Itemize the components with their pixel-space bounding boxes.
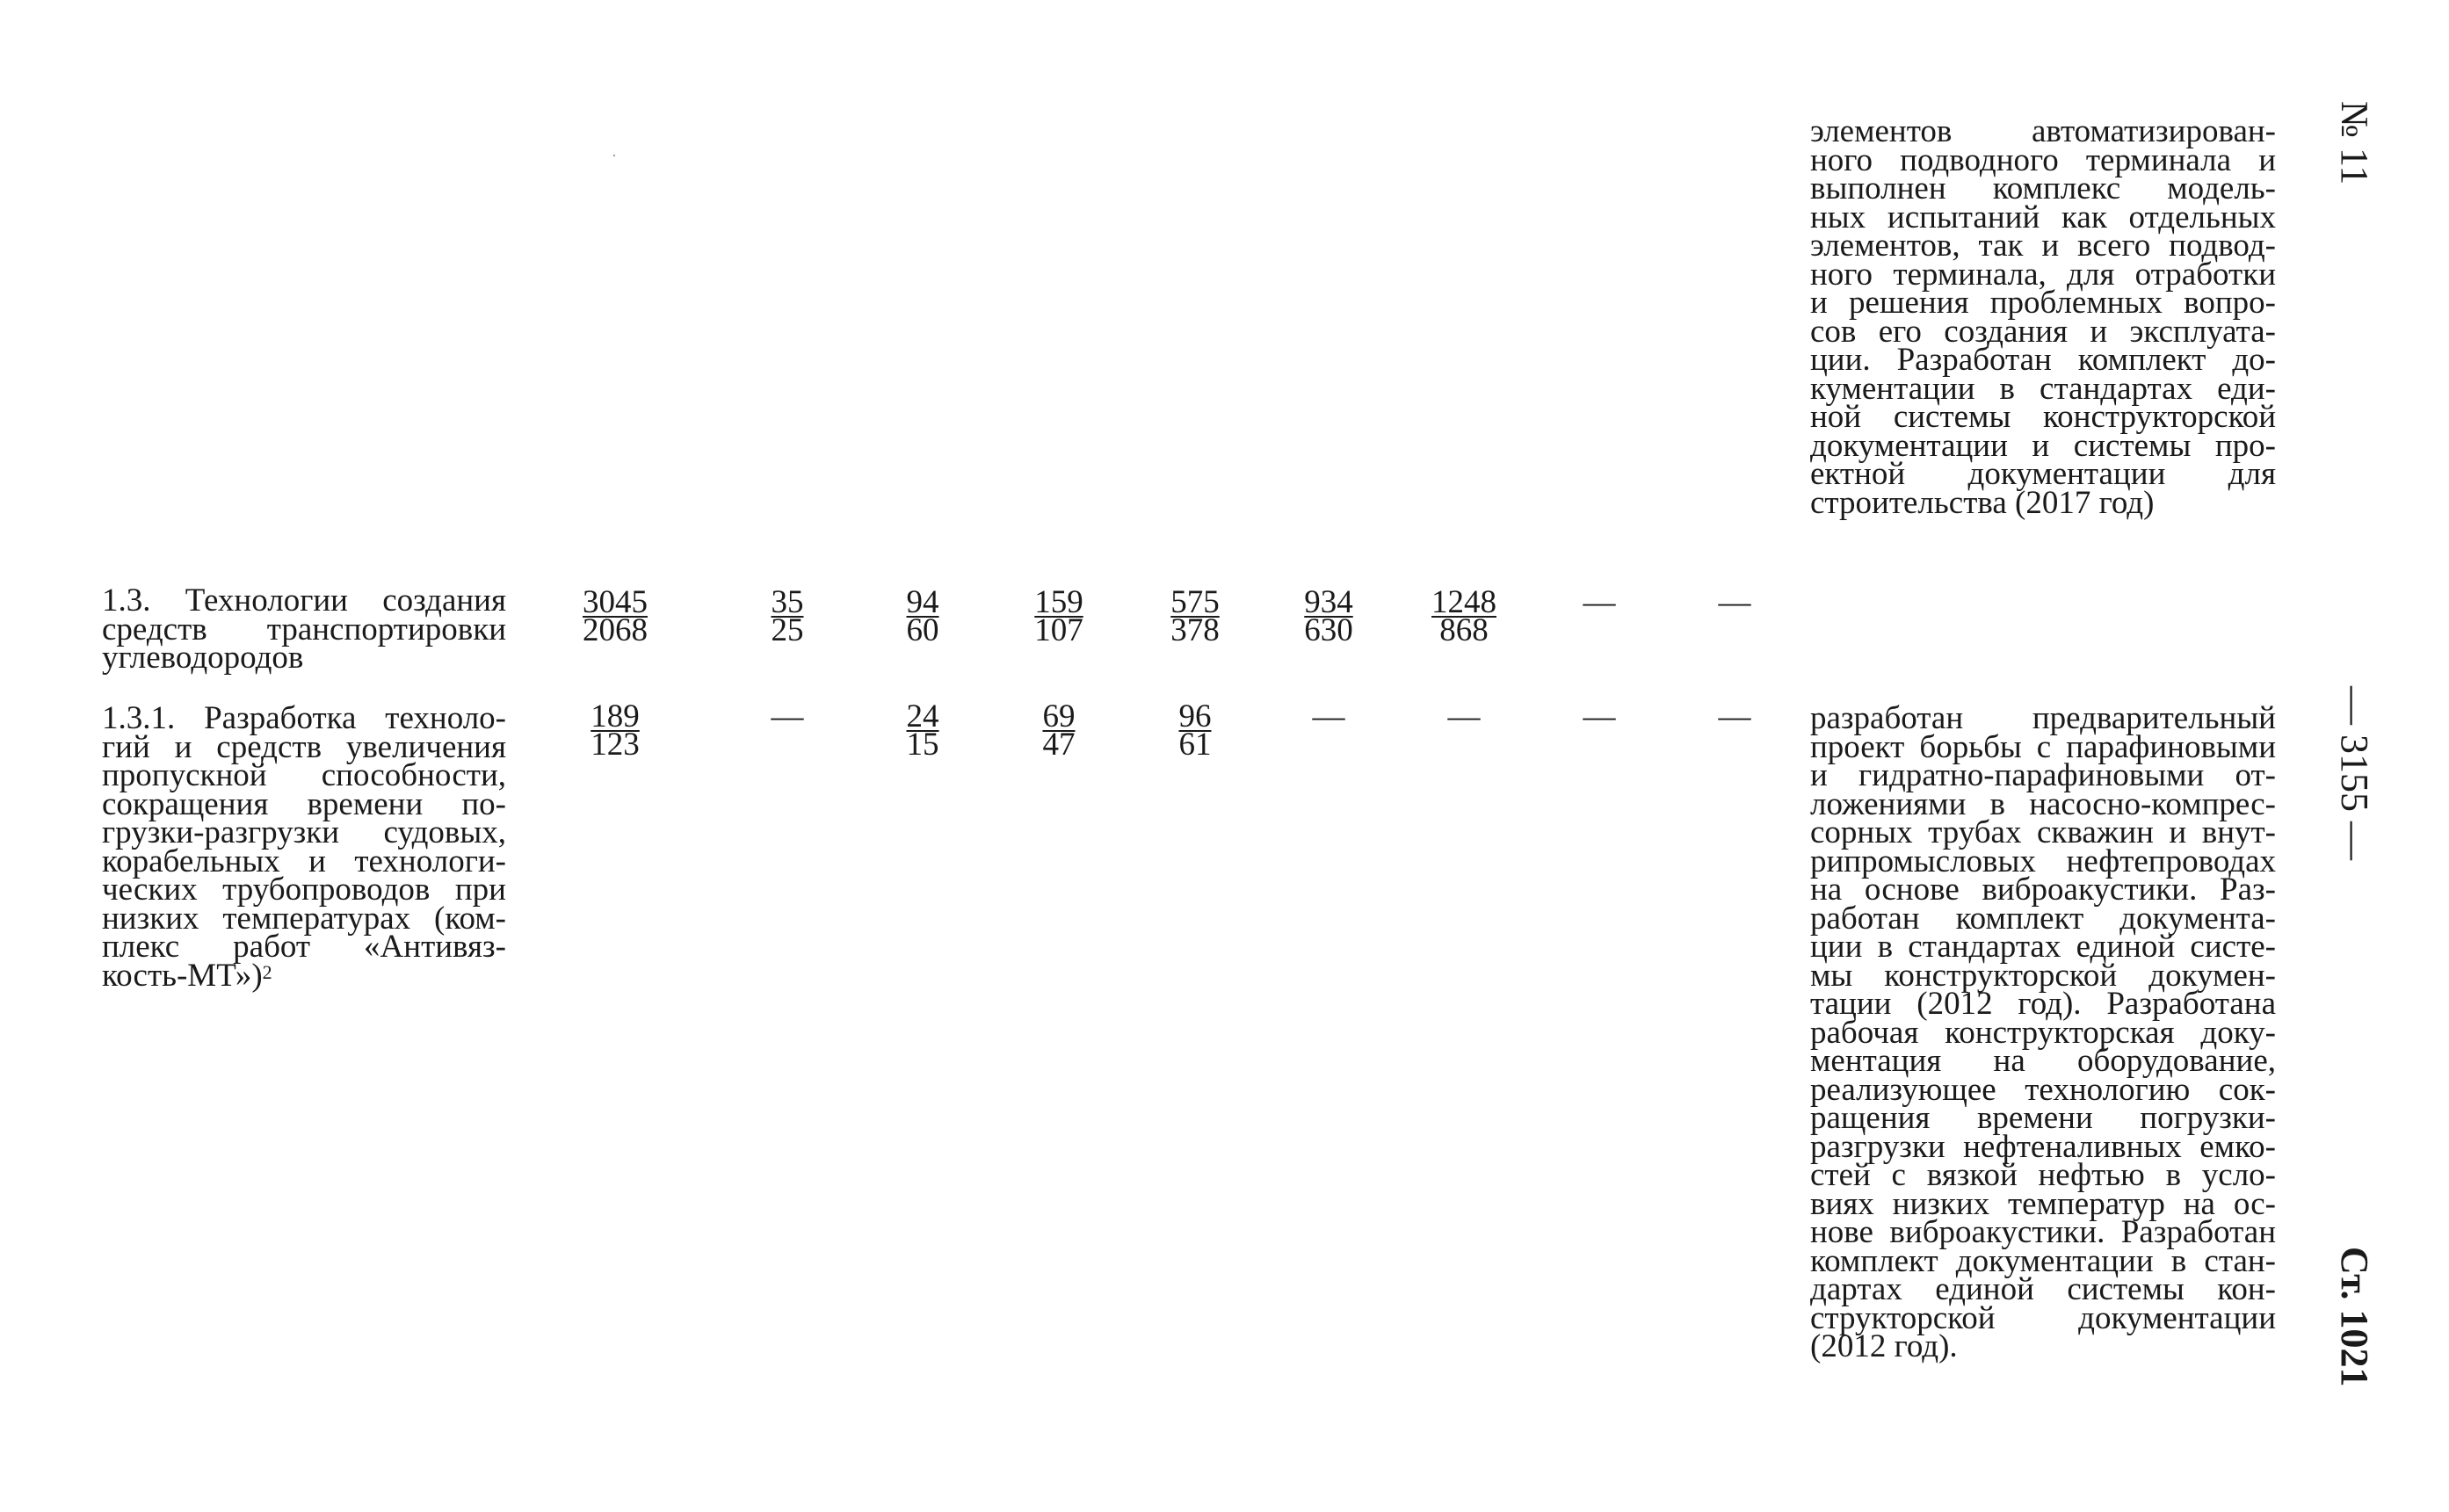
table-cell — [743, 584, 831, 648]
text-line: сов его создания и эксплуата- — [1810, 313, 2276, 350]
text-line: документации и системы про- — [1810, 427, 2276, 464]
row-label-1-3 — [102, 582, 506, 676]
cell-dash: — — [771, 698, 804, 734]
text-line: мы конструкторской докумен- — [1810, 957, 2276, 994]
text-line: разгрузки нефтеналивных емко- — [1810, 1128, 2276, 1165]
text-line: виях низких температур на ос- — [1810, 1185, 2276, 1222]
article-number: Ст. 1021 — [2333, 1247, 2376, 1387]
text-line: ментация на оборудование, — [1810, 1043, 2276, 1079]
text-line: структорской документации — [1810, 1299, 2276, 1336]
text-line: разработан предварительный — [1810, 700, 2276, 736]
cell-denominator: 107 — [1034, 612, 1083, 648]
text-line: тации (2012 год). Разработана — [1810, 986, 2276, 1022]
text-line: 1.3. Технологии создания — [102, 582, 506, 619]
cell-numerator: 934 — [1304, 584, 1353, 620]
cell-denominator: 25 — [771, 612, 804, 648]
text-line: ного терминала, для отработки — [1810, 256, 2276, 293]
cell-denominator: 630 — [1304, 612, 1353, 648]
table-cell — [1691, 698, 1779, 734]
cell-denominator: 61 — [1178, 727, 1212, 763]
cell-denominator: 868 — [1439, 612, 1489, 648]
text-line: сорных трубах скважин и внут- — [1810, 814, 2276, 850]
cell-denominator: 123 — [591, 727, 640, 763]
text-line: рабочая конструкторская доку- — [1810, 1014, 2276, 1051]
text-line: на основе виброакустики. Раз- — [1810, 872, 2276, 908]
table-cell — [571, 698, 659, 763]
text-line: плекс работ «Антивяз- — [102, 929, 506, 965]
cell-numerator: 69 — [1042, 698, 1076, 734]
text-line: ческих трубопроводов при — [102, 872, 506, 908]
text-line: комплект документации в стан- — [1810, 1242, 2276, 1279]
table-cell — [1015, 698, 1103, 763]
table-cell — [1691, 584, 1779, 620]
page-number: — 3155 — — [2333, 686, 2376, 860]
cell-numerator: 575 — [1170, 584, 1220, 620]
text-line: углеводородов — [102, 640, 304, 676]
row-label-1-3-1 — [102, 700, 506, 994]
text-line: строительства (2017 год) — [1810, 484, 2155, 521]
text-line: работан комплект документа- — [1810, 900, 2276, 937]
table-cell — [1151, 698, 1239, 763]
label-last-text: кость-МТ») — [102, 957, 263, 994]
cell-denominator: 15 — [906, 727, 939, 763]
table-cell — [1420, 698, 1508, 734]
cell-numerator: 189 — [591, 698, 640, 734]
text-line: реализующее технологию сок- — [1810, 1071, 2276, 1108]
cell-numerator: 96 — [1178, 698, 1212, 734]
table-cell — [1555, 584, 1643, 620]
text-line: элементов, так и всего подвод- — [1810, 228, 2276, 264]
text-line: и решения проблемных вопро- — [1810, 285, 2276, 321]
cell-numerator: 3045 — [583, 584, 648, 620]
text-line: кументации в стандартах еди- — [1810, 370, 2276, 407]
text-line: грузки-разгрузки судовых, — [102, 814, 506, 850]
text-line: корабельных и технологи- — [102, 843, 506, 879]
text-line — [102, 957, 506, 994]
text-line: дартах единой системы кон- — [1810, 1271, 2276, 1307]
table-cell — [743, 698, 831, 734]
text-line: выполнен комплекс модель- — [1810, 170, 2276, 206]
table-cell — [571, 584, 659, 648]
text-line: ных испытаний как отдельных — [1810, 199, 2276, 235]
table-cell — [1555, 698, 1643, 734]
text-line: средств транспортировки — [102, 611, 506, 647]
table-cell — [1285, 584, 1373, 648]
footnote-mark: 2 — [262, 960, 272, 983]
text-line: 1.3.1. Разработка техноло- — [102, 700, 506, 736]
text-line: ции в стандартах единой систе- — [1810, 929, 2276, 965]
cell-numerator: 94 — [906, 584, 939, 620]
cell-numerator: 24 — [906, 698, 939, 734]
results-continuation — [1810, 113, 2276, 521]
text-line: стей с вязкой нефтью в усло- — [1810, 1157, 2276, 1193]
scan-speck — [613, 155, 615, 156]
text-line: гий и средств увеличения — [102, 728, 506, 765]
text-line: низких температурах (ком- — [102, 900, 506, 937]
text-line: ложениями в насосно-компрес- — [1810, 785, 2276, 822]
cell-dash: — — [1718, 698, 1751, 734]
table-cell — [1151, 584, 1239, 648]
cell-dash: — — [1447, 698, 1481, 734]
text-line: ращения времени погрузки- — [1810, 1100, 2276, 1136]
cell-numerator: 1248 — [1431, 584, 1496, 620]
cell-numerator: 159 — [1034, 584, 1083, 620]
cell-dash: — — [1583, 698, 1616, 734]
cell-dash: — — [1718, 584, 1751, 620]
issue-number: № 11 — [2333, 101, 2376, 185]
table-cell — [1420, 584, 1508, 648]
cell-denominator: 47 — [1042, 727, 1076, 763]
table-cell — [1285, 698, 1373, 734]
text-line: (2012 год). — [1810, 1328, 1958, 1364]
table-cell — [879, 698, 967, 763]
cell-dash: — — [1312, 698, 1345, 734]
text-line: элементов автоматизирован- — [1810, 113, 2276, 149]
text-line: ной системы конструкторской — [1810, 399, 2276, 435]
cell-denominator: 2068 — [583, 612, 648, 648]
table-cell — [1015, 584, 1103, 648]
text-line: нове виброакустики. Разработан — [1810, 1214, 2276, 1250]
text-line: ектной документации для — [1810, 456, 2276, 492]
cell-denominator: 60 — [906, 612, 939, 648]
text-line: проект борьбы с парафиновыми — [1810, 728, 2276, 765]
text-line: пропускной способности, — [102, 757, 506, 793]
text-line: ного подводного терминала и — [1810, 141, 2276, 178]
cell-denominator: 378 — [1170, 612, 1220, 648]
cell-dash: — — [1583, 584, 1616, 620]
text-line: рипромысловых нефтепроводах — [1810, 843, 2276, 879]
text-line: ции. Разработан комплект до- — [1810, 342, 2276, 378]
results-row-1-3-1 — [1810, 700, 2276, 1364]
text-line: и гидратно-парафиновыми от- — [1810, 757, 2276, 793]
table-cell — [879, 584, 967, 648]
text-line: сокращения времени по- — [102, 785, 506, 822]
cell-numerator: 35 — [771, 584, 804, 620]
